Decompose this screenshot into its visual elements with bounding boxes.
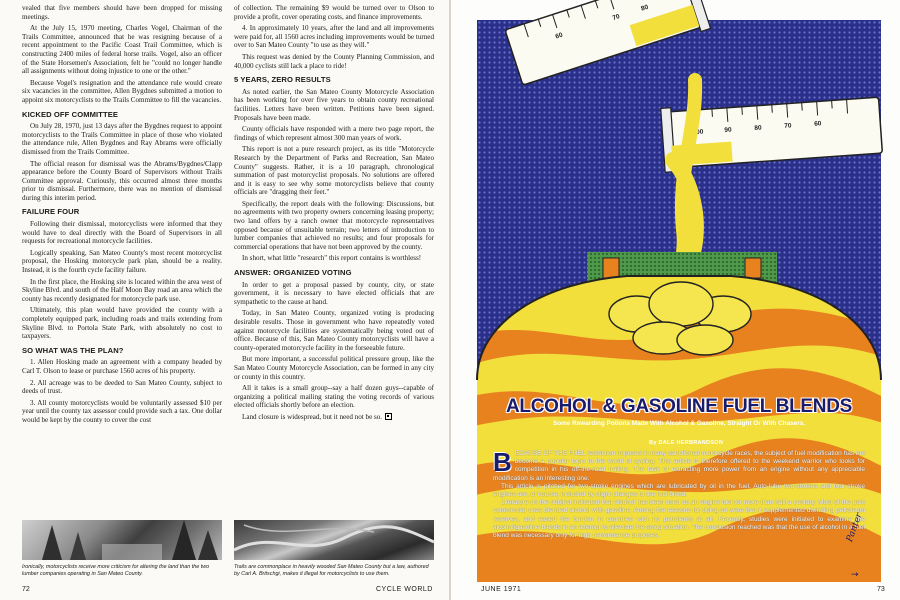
photo-trail-illustration — [234, 520, 434, 560]
fuel-blend-illustration — [477, 3, 881, 582]
page-number-right: 73 — [877, 586, 885, 593]
end-of-article-icon — [385, 413, 392, 420]
paragraph: 2. All acreage was to be deeded to San Mateo County, subject to deeds of trust. — [22, 378, 222, 396]
trail-aerial-photo — [234, 520, 434, 560]
magazine-name: CYCLE WORLD — [376, 586, 433, 593]
paragraph: In the first place, the Hosking site is located within the area west of Skyline Blvd. and south of the Half Moon Bay road an area which the county has recently designated for motorcycle park use. — [22, 277, 222, 303]
artist-signature: Panter — [845, 511, 865, 544]
paragraph: This request was denied by the County Planning Commission, and 40,000 cyclists still lack a place to ride! — [234, 52, 434, 70]
paragraph: All it takes is a small group--say a half dozen guys--capable of organizing a political mailing stating the voting records of various elected officials shortly before an election. — [234, 384, 434, 410]
graduation-label: 70 — [784, 122, 792, 130]
paragraph — [234, 413, 434, 422]
right-stopper — [745, 258, 761, 278]
paragraph — [493, 447, 865, 483]
paragraph-text: Land closure is widespread, but it need not be so. — [242, 412, 383, 421]
paragraph-text: ECAUSE OF THE FUEL restriction imposed in many sanctioned motorcycle races, the subject of fuel modification has not become a popular topic in the world of cycling. This article is therefore offered to the weekend warrior who looks for competition in his off-the-road trailing. The task of extracting more power from an engine without any appreciable modification is an interesting one. — [493, 450, 865, 482]
paragraph: As noted earlier, the San Mateo County Motorcycle Association has been working for over five years to obtain county recreational facilities. Letters have been written. Petitions have been signed. Proposals have been made. — [234, 87, 434, 122]
section-heading: SO WHAT WAS THE PLAN? — [22, 345, 124, 355]
graduation-label: 80 — [754, 124, 762, 132]
graduation-label: 70 — [611, 13, 621, 22]
graduation-label: 60 — [554, 31, 564, 41]
paragraph: This report is not a pure research project, as its title "Motorcycle Research by the Department of Parks and Recreation, San Mateo County" suggests. Rather, it is a 10 paragraph, chronological summation of past motorcyclist proposals. No solutions are offered and it is easy to see why some motorcyclists believe that county officials are "dragging their feet." — [234, 145, 434, 197]
paragraph: Because Vogel's resignation and the attendance rule would create six vacancies in the committee, Allen Bygdnes submitted a motion to appoint six motorcyclists to the Trails Committee to fill the vacancies. — [22, 78, 222, 104]
continue-arrow-icon: → — [851, 570, 859, 580]
paragraph: 4. In approximately 10 years, after the land and all improvements were paid for, all 1560 acres including improvements would be turned over to San Mateo County "to use as they will." — [234, 24, 434, 50]
paragraph: The official reason for dismissal was the Abrams/Bygdnes/Clapp appearance before the County Board of Supervisors without Trails Committee approval. Curiously, this occurred almost three months prior to dismissal. Furthermore, there was no mention of dismissal during this interim period. — [22, 159, 222, 202]
drop-cap: B — [493, 447, 512, 477]
paragraph: of collection. The remaining $9 would be turned over to Olson to provide a profit, cover operating costs, and finance improvements. — [234, 4, 434, 21]
section-heading: FAILURE FOUR — [22, 207, 80, 217]
issue-date: JUNE 1971 — [481, 586, 522, 593]
photo-caption-1: Ironically, motorcyclists receive more criticism for altering the land than the two lumber companies operating in San Mateo County. — [22, 564, 210, 577]
paragraph: But more important, a successful political pressure group, like the San Mateo County Motorcycle Association, can be formed in any city or county in this country. — [234, 355, 434, 381]
graduation-label: 100 — [692, 128, 704, 137]
article-headline: ALCOHOL & GASOLINE FUEL BLENDS — [505, 396, 853, 417]
paragraph: Ultimately, this plan would have provided the county with a completely equipped park, including roads and trails extending from Skyline Blvd. to Portola State Park, with absolutely no cost to taxpayers. — [22, 306, 222, 341]
paragraph: In short, what little "research" this report contains is worthless! — [242, 254, 422, 263]
graduation-label: 90 — [724, 126, 732, 135]
left-column-2 — [234, 4, 434, 425]
forest-logging-photo — [22, 520, 222, 560]
paragraph: Following their dismissal, motorcyclists were informed that they would have to deal directly with the Board of Supervisors in all requests for recreational motorcycle facilities. — [22, 220, 222, 246]
paragraph: Logically speaking, San Mateo County's most recent motorcyclist proposal, the Hosking motorcycle park plan, should be a reality. Instead, it is the fourth cycle facility failure. — [22, 248, 222, 275]
paragraph: In order to get a proposal passed by county, city, or state government, it is necessary to have elected officials that are sympathetic to the cause at hand. — [234, 280, 434, 306]
paragraph: On July 28, 1970, just 13 days after the Bygdnes request to appoint motorcyclists to the Trails Committee in place of those who violated the attendance rule, Allen Bygdnes and Ray Abrams were officially dismissed from the Trails Committee. — [22, 122, 222, 156]
graduation-label: 80 — [640, 3, 650, 13]
left-column-1 — [22, 4, 222, 428]
paragraph: vealed that five members should have been dropped for missing meetings. — [22, 4, 222, 21]
page-number-left: 72 — [22, 586, 30, 593]
photo-caption-2: Trails are commonplace in heavily wooded San Mateo County but a law, authored by Carl A. Britschgi, makes it illegal for motorcyclists to use them. — [234, 564, 429, 577]
right-page — [451, 0, 900, 600]
paragraph: 3. All county motorcyclists would be voluntarily assessed $10 per year until the county tax assessor could provide such a tax. One dollar would be kept by the county to cover the cost — [22, 398, 222, 424]
article-subhead: Some Rewarding Potions Made With Alcohol & Gasoline, Straight Or With Chasers. — [552, 420, 806, 427]
article-body — [493, 447, 865, 540]
section-heading: ANSWER: ORGANIZED VOTING — [234, 268, 352, 278]
left-stopper — [603, 258, 619, 278]
section-heading: 5 YEARS, ZERO RESULTS — [234, 75, 331, 85]
paragraph: This article is pitched for two-stroke engines which are lubricated by oil in the fuel. Auto-lube two-strokes and four-stroke engines are, of course, included by slight changes to the fuel blend. — [493, 482, 865, 499]
paragraph: Today, in San Mateo County, organized voting is producing desirable results. Those in government who have repeatedly voted against motorcycle facilities are systematically being voted out of office. Because of this, San Mateo County motorcyclists will have a county-operated motorcycle facility in the forseeable future. — [234, 309, 434, 352]
graduation-label: 60 — [813, 120, 822, 128]
paragraph: At the July 15, 1970 meeting, Charles Vogel, Chairman of the Trails Committee, announced that he was resigning because of a recent appointment to the Pacific Coast Trail Committee, which is constructing 2400 miles of federal horse trails. Vogel, also an officer of the State Horsemen's Association, felt he "could no longer handle all assignments without doing injustice to one or the other." — [22, 24, 222, 76]
paragraph: Specifically, the report deals with the following: Discussions, but no agreements with two property owners concerning leasing property; two land offers by a ranch owner that motorcycle representatives opposed because of unsuitable terrain; two letters of introduction to lumber companies that achieved no results; and four proposals for commercial operations that have not been approved by the county. — [234, 199, 434, 251]
paragraph: Literature on the subject indicated that alcohol has been used as an engine fuel for more than half a century. Most of the past commercial uses blended alcohol with gasoline. Among the reasons for doing so were that it supplemented dwindling petroleum reserves, and eased the burden in countries with no petroleum at all. Recently, studies were initiated to examine the alcohol/gasoline blends in an attempt to alleviate the smog situation. The conclusion reached was that the use of alcohol in a fuel blend was necessary only for high performance purposes. — [493, 499, 865, 540]
article-byline: By DALE HERBRANDSON — [649, 440, 724, 446]
section-heading: KICKED OFF COMMITTEE — [22, 109, 119, 119]
paragraph: 1. Allen Hosking made an agreement with a company headed by Carl T. Olson to lease or purchase 1560 acres of his property. — [22, 358, 222, 375]
photo-trees-illustration — [22, 520, 222, 560]
paragraph: County officials have responded with a mere two page report, the findings of which represent almost 300 man years of work. — [234, 125, 434, 142]
